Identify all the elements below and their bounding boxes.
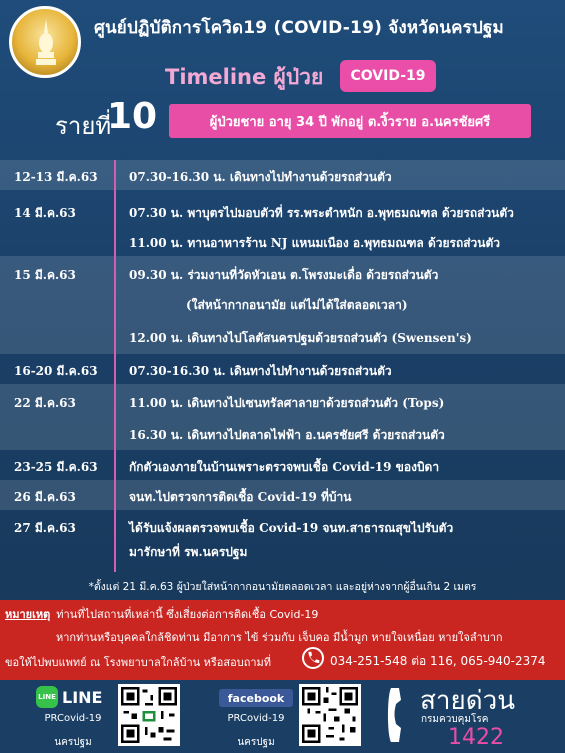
telephone-icon xyxy=(385,684,419,746)
timeline-date: 23-25 มี.ค.63 xyxy=(14,460,98,474)
notice-line-2: หากท่านหรือบุคคลใกล้ชิดท่าน มีอาการ ไข้ ร่วมกับ เจ็บคอ มีน้ำมูก หายใจเหนื่อย หายใจลำบาก xyxy=(56,631,503,644)
hotline-subtitle: กรมควบคุมโรค xyxy=(421,714,489,725)
facebook-place: นครปฐม xyxy=(237,737,275,748)
timeline-date: 22 มี.ค.63 xyxy=(14,396,76,410)
timeline-row xyxy=(0,354,565,384)
timeline-entry: 11.00 น. เดินทางไปเซนทรัลศาลายาด้วยรถส่วนตัว (Tops) xyxy=(129,396,445,410)
timeline-title: Timeline ผู้ป่วย xyxy=(165,64,324,89)
notice-text-1: ท่านที่ไปสถานที่เหล่านี้ ซึ่งเสี่ยงต่อการติดเชื้อ Covid-19 xyxy=(56,608,319,621)
notice-label: หมายเหตุ xyxy=(5,608,51,621)
phone-icon xyxy=(302,647,324,669)
timeline-row xyxy=(0,450,565,480)
facebook-account: PRCovid-19 xyxy=(227,713,285,724)
timeline-entry: (ใส่หน้ากากอนามัย แต่ไม่ได้ใส่ตลอดเวลา) xyxy=(186,298,408,312)
timeline-entry: จนท.ไปตรวจการติดเชื้อ Covid-19 ที่บ้าน xyxy=(129,490,352,504)
case-label: รายที่ xyxy=(55,112,112,140)
timeline-row xyxy=(0,160,565,190)
hotline-number: 1422 xyxy=(448,725,504,750)
timeline-row xyxy=(0,384,565,450)
timeline-entry: 16.30 น. เดินทางไปตลาดไฟฟ้า อ.นครชัยศรี ด้วยรถส่วนตัว xyxy=(129,428,445,442)
line-icon: LINE xyxy=(36,686,58,708)
footnote: *ตั้งแต่ 21 มี.ค.63 ผู้ป่วยใส่หน้ากากอนามัยตลอดเวลา และอยู่ห่างจากผู้อื่นเกิน 2 เมตร xyxy=(88,581,477,593)
timeline-entry: มารักษาที่ รพ.นครปฐม xyxy=(129,545,248,559)
timeline-divider xyxy=(114,160,116,572)
timeline-entry: 11.00 น. ทานอาหารร้าน NJ แหนมเนือง อ.พุทธมณฑล ด้วยรถส่วนตัว xyxy=(129,236,501,250)
facebook-logo: facebook xyxy=(219,689,293,707)
header xyxy=(0,0,565,160)
timeline-row xyxy=(0,510,565,572)
line-place: นครปฐม xyxy=(54,737,92,748)
timeline-entry: 07.30 น. พาบุตรไปมอบตัวที่ รร.พระตำหนัก อ.พุทธมณฑล ด้วยรถส่วนตัว xyxy=(129,206,514,220)
timeline-entry: ได้รับแจ้งผลตรวจพบเชื้อ Covid-19 จนท.สาธารณสุขไปรับตัว xyxy=(129,521,454,535)
timeline-entry: กักตัวเองภายในบ้านเพราะตรวจพบเชื้อ Covid-19 ของบิดา xyxy=(129,460,440,474)
timeline-date: 14 มี.ค.63 xyxy=(14,206,76,220)
contact-phones: 034-251-548 ต่อ 116, 065-940-2374 xyxy=(330,654,546,668)
timeline xyxy=(0,160,565,572)
timeline-row xyxy=(0,480,565,510)
timeline-date: 27 มี.ค.63 xyxy=(14,521,76,535)
timeline-row xyxy=(0,256,565,354)
case-number: 10 xyxy=(107,96,158,137)
provincial-seal-icon xyxy=(9,6,81,78)
notice-line-1 xyxy=(5,605,318,623)
timeline-entry: 07.30-16.30 น. เดินทางไปทำงานด้วยรถส่วนตัว xyxy=(129,364,392,378)
line-account: PRCovid-19 xyxy=(44,713,102,724)
timeline-date: 16-20 มี.ค.63 xyxy=(14,364,98,378)
timeline-entry: 12.00 น. เดินทางไปโลตัสนครปฐมด้วยรถส่วนตัว (Swensen's) xyxy=(129,331,472,345)
line-wordmark: LINE xyxy=(62,687,103,707)
timeline-entry: 07.30-16.30 น. เดินทางไปทำงานด้วยรถส่วนตัว xyxy=(129,170,392,184)
timeline-row xyxy=(0,190,565,256)
line-qr-code[interactable] xyxy=(118,684,180,746)
footer-contacts xyxy=(0,680,565,753)
hotline-title: สายด่วน xyxy=(420,686,515,716)
line-logo xyxy=(36,686,108,708)
notice-line-3: ขอให้ไปพบแพทย์ ณ โรงพยาบาลใกล้บ้าน หรือสอบถามที่ xyxy=(5,656,272,669)
timeline-date: 15 มี.ค.63 xyxy=(14,268,76,282)
notice-panel xyxy=(0,600,565,680)
patient-info: ผู้ป่วยชาย อายุ 34 ปี พักอยู่ ต.งิ้วราย อ.นครชัยศรี xyxy=(169,104,531,138)
center-title: ศูนย์ปฏิบัติการโควิด19 (COVID-19) จังหวัดนครปฐม xyxy=(94,18,504,38)
stupa-icon xyxy=(36,19,56,67)
covid-badge: COVID-19 xyxy=(340,60,436,92)
facebook-qr-code[interactable] xyxy=(299,684,361,746)
timeline-date: 12-13 มี.ค.63 xyxy=(14,170,98,184)
timeline-entry: 09.30 น. ร่วมงานที่วัดหัวเอน ต.โพรงมะเดื่อ ด้วยรถส่วนตัว xyxy=(129,268,439,282)
timeline-date: 26 มี.ค.63 xyxy=(14,490,76,504)
